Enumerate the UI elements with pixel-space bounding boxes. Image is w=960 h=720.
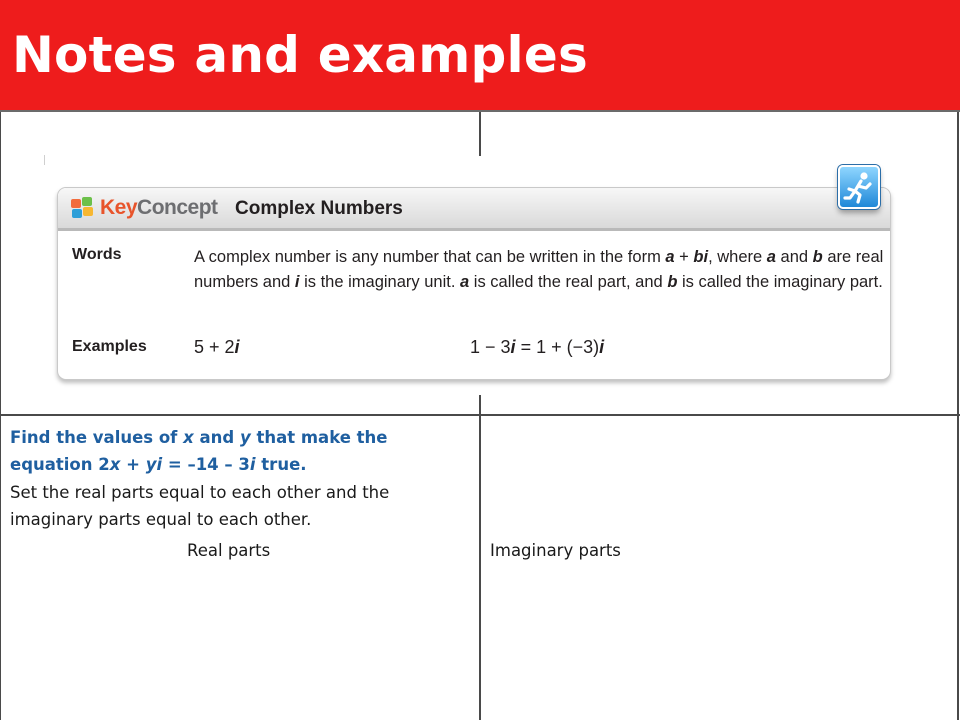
key-concept-topic: Complex Numbers	[235, 198, 403, 219]
key-concept-box	[57, 187, 891, 380]
examples-label: Examples	[72, 338, 147, 355]
problem-instruction: Set the real parts equal to each other and the imaginary parts equal to each other.	[10, 483, 390, 529]
table-border-left	[0, 112, 1, 720]
real-parts-label: Real parts	[187, 541, 271, 560]
stray-mark	[44, 155, 45, 165]
table-divider-top	[479, 112, 481, 156]
example-2: 1 − 3i = 1 + (−3)i	[470, 337, 605, 357]
brand-concept: Concept	[137, 196, 218, 219]
brand-key: Key	[100, 196, 138, 219]
imaginary-parts-label: Imaginary parts	[490, 541, 621, 560]
example-1: 5 + 2i	[194, 337, 240, 357]
running-person-icon[interactable]	[838, 165, 880, 209]
words-label: Words	[72, 246, 122, 263]
definition-text: A complex number is any number that can be written in the form a + bi, where a and b are real numbers and i is the imaginary unit. a is called the real part, and b is called the imaginary part.	[194, 248, 884, 291]
key-concept-brand	[100, 196, 218, 220]
table-row-divider	[0, 414, 960, 416]
key-concept-logo-icon	[69, 195, 95, 221]
table-border-right	[957, 112, 959, 720]
problem-prompt: Find the values of x and y that make the equation 2x + yi = –14 – 3i true.	[10, 428, 388, 474]
slide-title: Notes and examples	[12, 26, 588, 84]
key-concept-banner	[58, 188, 890, 231]
table-divider-bottom	[479, 395, 481, 720]
slide-header	[0, 0, 960, 112]
